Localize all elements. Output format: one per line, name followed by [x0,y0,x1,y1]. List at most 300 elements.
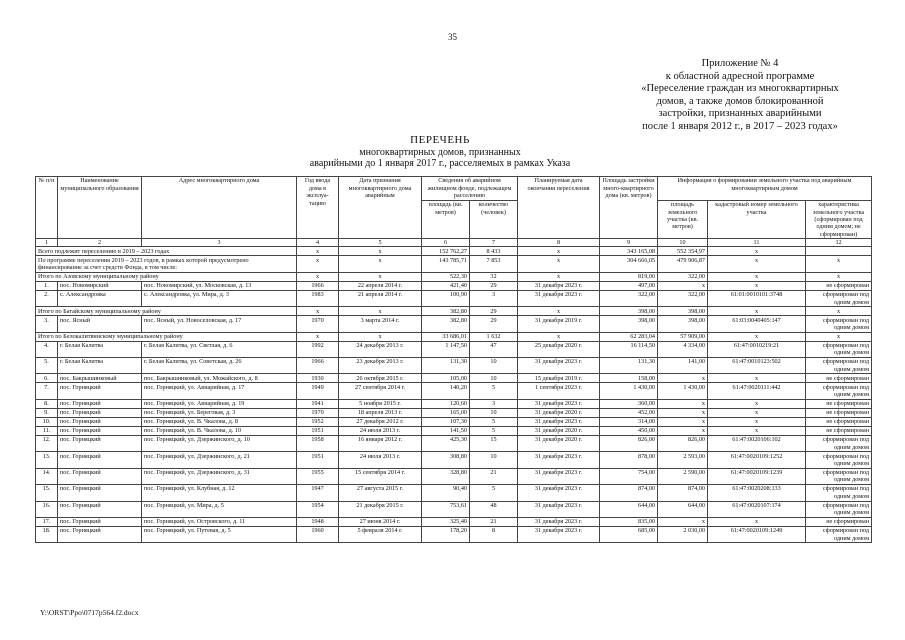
row-land-status: не сформирован [806,517,872,526]
row-land-status: сформирован под одним домом [806,383,872,399]
row-emergency-date: 18 апреля 2013 г. [339,408,422,417]
column-number: 12 [806,239,872,247]
row-area: 140,20 [422,383,470,399]
row-people: 21 [470,468,518,484]
table-row [36,501,872,517]
row-land-status: сформирован под одним домом [806,485,872,501]
row-land-status: сформирован под одним домом [806,526,872,542]
summary-cell: x [339,256,422,272]
row-cadastral-number: 61:47:0020111:442 [708,383,806,399]
footer-file-path: Y:\ORST\Ppo\0717p564.f2.docx [40,608,139,617]
row-people: 8 [470,526,518,542]
row-building-area: 131,30 [600,358,658,374]
row-building-area: 1 430,00 [600,383,658,399]
table-row [36,281,872,290]
row-address: пос. Горняцкий, ул. Островского, д. 11 [142,517,297,526]
row-building-area: 360,00 [600,399,658,408]
row-building-area: 754,00 [600,468,658,484]
row-address: пос. Горняцкий, ул. Путевая, д. 5 [142,526,297,542]
row-people: 5 [470,426,518,435]
row-building-area: 322,00 [600,290,658,306]
row-number: 9. [36,408,58,417]
row-land-status: сформирован под одним домом [806,452,872,468]
row-municipality: пос. Бакрышинковый [58,374,142,383]
row-land-status: не сформирован [806,399,872,408]
summary-cell: 552 354,97 [658,247,708,256]
row-number: 15. [36,485,58,501]
column-number: 5 [339,239,422,247]
row-municipality: пос. Горняцкий [58,501,142,517]
summary-cell: x [518,247,600,256]
column-number: 4 [297,239,339,247]
row-land-area: 826,00 [658,435,708,451]
summary-label: По программе переселения 2019 – 2023 годов, в рамках которой предусмотрено финансирование за счет средств Фонда, в том числе: [36,256,297,272]
row-cadastral-number: 61:47:0020107:174 [708,501,806,517]
row-emergency-date: 27 сентября 2014 г. [339,383,422,399]
row-building-area: 835,00 [600,517,658,526]
summary-cell: 57 909,00 [658,332,708,341]
appendix-header [610,58,870,133]
row-building-area: 878,00 [600,452,658,468]
row-people: 15 [470,435,518,451]
row-people: 47 [470,341,518,357]
row-land-area: x [658,517,708,526]
summary-cell: x [339,307,422,316]
row-address: пос. Горняцкий, ул. Дзержинского, д. 31 [142,468,297,484]
row-land-area: x [658,426,708,435]
row-year: 1947 [297,485,339,501]
row-address: пос. Горняцкий, ул. Авиарийная, д. 19 [142,399,297,408]
summary-cell: x [297,332,339,341]
page-number: 35 [448,32,457,42]
summary-cell: 33 686,01 [422,332,470,341]
row-planned-date: 31 декабря 2023 г. [518,526,600,542]
table-body [36,247,872,543]
row-area: 328,80 [422,468,470,484]
row-people: 29 [470,316,518,332]
row-cadastral-number: 61:47:0020208:133 [708,485,806,501]
row-emergency-date: 24 июля 2013 г. [339,426,422,435]
row-year: 1966 [297,358,339,374]
row-number: 10. [36,417,58,426]
summary-cell: 398,00 [658,307,708,316]
header-land-area: площадь земельного участка (кв. метров) [658,200,708,239]
table-row [36,435,872,451]
row-people: 5 [470,485,518,501]
row-planned-date: 31 декабря 2020 г. [518,435,600,451]
row-address: пос. Горняцкий, ул. В. Чкалова, д. 8 [142,417,297,426]
row-land-area: x [658,374,708,383]
row-year: 1951 [297,452,339,468]
row-cadastral-number: 61:47:0020109:1239 [708,468,806,484]
row-cadastral-number: 61:47:0020109:1252 [708,452,806,468]
row-people: 5 [470,383,518,399]
row-land-status: сформирован под одним домом [806,468,872,484]
row-people: 10 [470,358,518,374]
row-land-status: сформирован под одним домом [806,316,872,332]
row-address: пос. Горняцкий, ул. Дзержинского, д. 21 [142,452,297,468]
row-emergency-date: 21 декабря 2015 г. [339,501,422,517]
summary-cell: x [806,256,872,272]
row-address: пос. Горняцкий, ул. В. Чкалова, д. 10 [142,426,297,435]
column-number: 2 [58,239,142,247]
row-address: пос. Горняцкий, ул. Мира, д. 5 [142,501,297,517]
summary-cell: 304 666,05 [600,256,658,272]
header-planned-date: Планируемая дата окончания переселения [518,177,600,239]
summary-cell: x [297,247,339,256]
row-year: 1949 [297,383,339,399]
row-number: 16. [36,501,58,517]
row-cadastral-number: x [708,408,806,417]
row-year: 1954 [297,501,339,517]
row-number: 11. [36,426,58,435]
summary-cell: 398,00 [600,307,658,316]
row-emergency-date: 16 января 2012 г. [339,435,422,451]
summary-cell: 522,30 [422,272,470,281]
row-number: 8. [36,399,58,408]
table-row [36,290,872,306]
row-building-area: 398,00 [600,316,658,332]
row-area: 165,00 [422,408,470,417]
row-municipality: пос. Горняцкий [58,435,142,451]
row-land-status: сформирован под одним домом [806,290,872,306]
appendix-line: «Переселение граждан из многоквартирных [641,83,839,94]
summary-label: Итого по Азовскому муниципальному району [36,272,297,281]
document-title [220,135,660,170]
row-land-status: сформирован под одним домом [806,341,872,357]
row-municipality: пос. Горняцкий [58,452,142,468]
row-building-area: 497,00 [600,281,658,290]
row-cadastral-number: 61:47:0010219:21 [708,341,806,357]
header-area: площадь (кв. метров) [422,200,470,239]
summary-cell: 322,00 [658,272,708,281]
row-land-status: не сформирован [806,417,872,426]
header-cadastral: кадастровый номер земельного участка [708,200,806,239]
summary-cell: 382,80 [422,307,470,316]
row-number: 17. [36,517,58,526]
row-land-status: не сформирован [806,408,872,417]
row-land-area: 2 030,00 [658,526,708,542]
row-cadastral-number: 61:47:0020109:1249 [708,526,806,542]
column-number: 3 [142,239,297,247]
row-address: пос. Горняцкий, ул. Дзержинского, д. 10 [142,435,297,451]
row-year: 1951 [297,426,339,435]
row-cadastral-number: x [708,426,806,435]
column-number: 11 [708,239,806,247]
row-planned-date: 31 декабря 2020 г. [518,426,600,435]
row-number: 18. [36,526,58,542]
row-year: 1958 [297,435,339,451]
row-land-status: сформирован под одним домом [806,501,872,517]
summary-row-azov [36,272,872,281]
header-building-area: Площадь застройки много-квартирного дома (кв. метров) [600,177,658,239]
row-year: 1941 [297,399,339,408]
row-cadastral-number: x [708,281,806,290]
column-number: 9 [600,239,658,247]
header-municipality: Наименование муниципального образования [58,177,142,239]
row-planned-date: 25 декабря 2020 г. [518,341,600,357]
column-number: 10 [658,239,708,247]
row-land-area: 4 334,00 [658,341,708,357]
row-land-area: x [658,399,708,408]
table-row [36,341,872,357]
row-planned-date: 31 декабря 2023 г. [518,501,600,517]
row-emergency-date: 27 декабря 2012 г. [339,417,422,426]
appendix-line: Приложение № 4 [701,58,779,69]
row-planned-date: 31 декабря 2023 г. [518,517,600,526]
row-emergency-date: 5 ноября 2015 г. [339,399,422,408]
row-land-area: x [658,408,708,417]
row-land-status: сформирован под одним домом [806,358,872,374]
summary-cell: 143 785,71 [422,256,470,272]
row-planned-date: 31 декабря 2023 г. [518,452,600,468]
summary-cell: 819,00 [600,272,658,281]
table-row [36,408,872,417]
row-building-area: 644,00 [600,501,658,517]
header-year: Год ввода дома в эксплуа-тацию [297,177,339,239]
column-number: 1 [36,239,58,247]
summary-row-program [36,256,872,272]
header-people: количество (человек) [470,200,518,239]
header-address: Адрес многоквартирного дома [142,177,297,239]
row-number: 3. [36,316,58,332]
row-municipality: г. Белая Калитва [58,358,142,374]
summary-cell: x [708,272,806,281]
summary-cell: 343 165,08 [600,247,658,256]
row-emergency-date: 24 декабря 2013 г. [339,341,422,357]
row-land-area: x [658,281,708,290]
row-planned-date: 31 декабря 2023 г. [518,485,600,501]
summary-label: Всего подлежит переселению в 2019 – 2023 годах [36,247,297,256]
row-emergency-date: 27 июня 2014 г. [339,517,422,526]
row-address: пос. Горняцкий, ул. Авиарийная, д. 17 [142,383,297,399]
row-area: 308,80 [422,452,470,468]
summary-cell: 8 433 [470,247,518,256]
row-municipality: пос. Горняцкий [58,526,142,542]
summary-cell: x [518,256,600,272]
row-emergency-date: 5 февраля 2014 г. [339,526,422,542]
row-municipality: с. Александровка [58,290,142,306]
appendix-line: застройки, признанных аварийными [658,108,822,119]
header-row [36,177,872,201]
summary-cell: x [297,307,339,316]
row-municipality: пос. Горняцкий [58,426,142,435]
row-land-area: 141,00 [658,358,708,374]
row-emergency-date: 26 октября 2015 г. [339,374,422,383]
row-area: 131,30 [422,358,470,374]
row-emergency-date: 23 декабря 2013 г. [339,358,422,374]
summary-cell: x [297,256,339,272]
summary-row-total [36,247,872,256]
row-planned-date: 15 декабря 2019 г. [518,374,600,383]
header-num: № п/п [36,177,58,239]
row-number: 12. [36,435,58,451]
row-address: пос. Новомирский, ул. Московская, д. 13 [142,281,297,290]
summary-cell: x [708,247,806,256]
row-address: с. Александровка, ул. Мира, д. 3 [142,290,297,306]
column-number: 7 [470,239,518,247]
summary-cell: x [518,307,600,316]
row-number: 1. [36,281,58,290]
row-building-area: 452,00 [600,408,658,417]
row-cadastral-number: x [708,374,806,383]
row-planned-date: 31 декабря 2023 г. [518,468,600,484]
row-number: 6. [36,374,58,383]
row-people: 21 [470,517,518,526]
row-cadastral-number: 61:47:0020106:102 [708,435,806,451]
row-emergency-date: 3 марта 2014 г. [339,316,422,332]
row-building-area: 158,00 [600,374,658,383]
row-people: 10 [470,452,518,468]
row-municipality: пос. Горняцкий [58,383,142,399]
table-row [36,426,872,435]
row-land-status: сформирован под одним домом [806,435,872,451]
row-address: пос. Ясный, ул. Новоселовская, д. 17 [142,316,297,332]
row-area: 1 147,50 [422,341,470,357]
summary-cell: x [518,332,600,341]
row-building-area: 685,00 [600,526,658,542]
summary-cell: x [708,332,806,341]
row-cadastral-number: x [708,517,806,526]
row-area: 753,61 [422,501,470,517]
summary-cell: x [806,272,872,281]
table-row [36,417,872,426]
row-emergency-date: 15 сентября 2014 г. [339,468,422,484]
summary-cell: x [339,332,422,341]
row-planned-date: 31 декабря 2020 г. [518,408,600,417]
housing-table-container [35,176,871,543]
table-row [36,468,872,484]
table-row [36,316,872,332]
row-number: 5. [36,358,58,374]
row-area: 421,40 [422,281,470,290]
summary-cell: x [297,272,339,281]
row-municipality: пос. Горняцкий [58,408,142,417]
row-cadastral-number: x [708,417,806,426]
summary-cell: 1 632 [470,332,518,341]
row-land-area: 2 593,00 [658,452,708,468]
appendix-line: домов, а также домов блокированной [656,95,824,107]
table-row [36,383,872,399]
row-municipality: пос. Новомирский [58,281,142,290]
row-area: 382,80 [422,316,470,332]
row-area: 107,30 [422,417,470,426]
summary-cell: 32 [470,272,518,281]
row-emergency-date: 27 августа 2015 г. [339,485,422,501]
table-row [36,452,872,468]
summary-cell: x [708,307,806,316]
row-municipality: пос. Горняцкий [58,485,142,501]
row-land-area: 1 430,00 [658,383,708,399]
row-land-status: не сформирован [806,374,872,383]
summary-row-belokalitva [36,332,872,341]
row-planned-date: 31 декабря 2023 г. [518,417,600,426]
row-year: 1952 [297,417,339,426]
header-land-status: характеристика земельного участка (сформирован под одним домом; не сформирован) [806,200,872,239]
summary-cell: 7 853 [470,256,518,272]
table-row [36,399,872,408]
row-year: 1966 [297,281,339,290]
row-planned-date: 31 декабря 2023 г. [518,290,600,306]
row-people: 10 [470,408,518,417]
row-number: 13. [36,452,58,468]
row-building-area: 874,00 [600,485,658,501]
row-building-area: 826,00 [600,435,658,451]
row-year: 1930 [297,374,339,383]
summary-cell: x [339,247,422,256]
title-line-2: многоквартирных домов, признанных [359,146,521,158]
row-people: 29 [470,281,518,290]
row-building-area: 450,00 [600,426,658,435]
row-area: 105,00 [422,374,470,383]
row-municipality: г. Белая Калитва [58,341,142,357]
row-land-status: не сформирован [806,426,872,435]
housing-table [35,176,872,543]
row-address: г. Белая Калитва, ул. Светлая, д. 6 [142,341,297,357]
row-planned-date: 31 декабря 2023 г. [518,358,600,374]
row-address: пос. Бакрышинковый, ул. Можайского, д. 8 [142,374,297,383]
summary-cell: 29 [470,307,518,316]
row-people: 48 [470,501,518,517]
table-row [36,358,872,374]
row-people: 10 [470,374,518,383]
row-planned-date: 31 декабря 2023 г. [518,399,600,408]
table-row [36,374,872,383]
summary-cell [806,247,872,256]
row-municipality: пос. Горняцкий [58,517,142,526]
row-people: 3 [470,290,518,306]
row-land-area: 874,00 [658,485,708,501]
summary-row-bataysk [36,307,872,316]
row-municipality: пос. Горняцкий [58,468,142,484]
row-land-area: 322,00 [658,290,708,306]
row-number: 4. [36,341,58,357]
header-date-emergency: Дата признания многоквартирного дома аварийным [339,177,422,239]
header-info-housing: Сведения об аварийном жилищном фонде, подлежащем расселению [422,177,518,201]
row-cadastral-number: 61:47:0010123:502 [708,358,806,374]
summary-cell: x [708,256,806,272]
row-cadastral-number: 61:01:0010101:3748 [708,290,806,306]
row-people: 5 [470,417,518,426]
row-planned-date: 31 декабря 2019 г. [518,316,600,332]
row-number: 7. [36,383,58,399]
row-municipality: пос. Горняцкий [58,399,142,408]
row-area: 120,60 [422,399,470,408]
row-year: 1970 [297,316,339,332]
row-address: г. Белая Калитва, ул. Советская, д. 26 [142,358,297,374]
row-planned-date: 31 декабря 2023 г. [518,281,600,290]
row-area: 90,40 [422,485,470,501]
header-land-info: Информация о формировании земельного участка под аварийным многоквартирным домом [658,177,872,201]
summary-cell: x [806,307,872,316]
row-land-area: 2 590,00 [658,468,708,484]
row-year: 1948 [297,517,339,526]
column-number-row [36,239,872,247]
row-planned-date: 1 сентября 2023 г. [518,383,600,399]
row-area: 425,30 [422,435,470,451]
row-area: 100,90 [422,290,470,306]
row-cadastral-number: x [708,399,806,408]
row-emergency-date: 22 апреля 2014 г. [339,281,422,290]
row-building-area: 16 114,50 [600,341,658,357]
summary-cell: x [518,272,600,281]
row-year: 1960 [297,526,339,542]
summary-cell: x [339,272,422,281]
row-municipality: пос. Горняцкий [58,417,142,426]
title-line-3: аварийными до 1 января 2017 г., расселяемых в рамках Указа [309,158,571,169]
row-area: 325,40 [422,517,470,526]
summary-label: Итого по Белокалитвинскому муниципальному району [36,332,297,341]
